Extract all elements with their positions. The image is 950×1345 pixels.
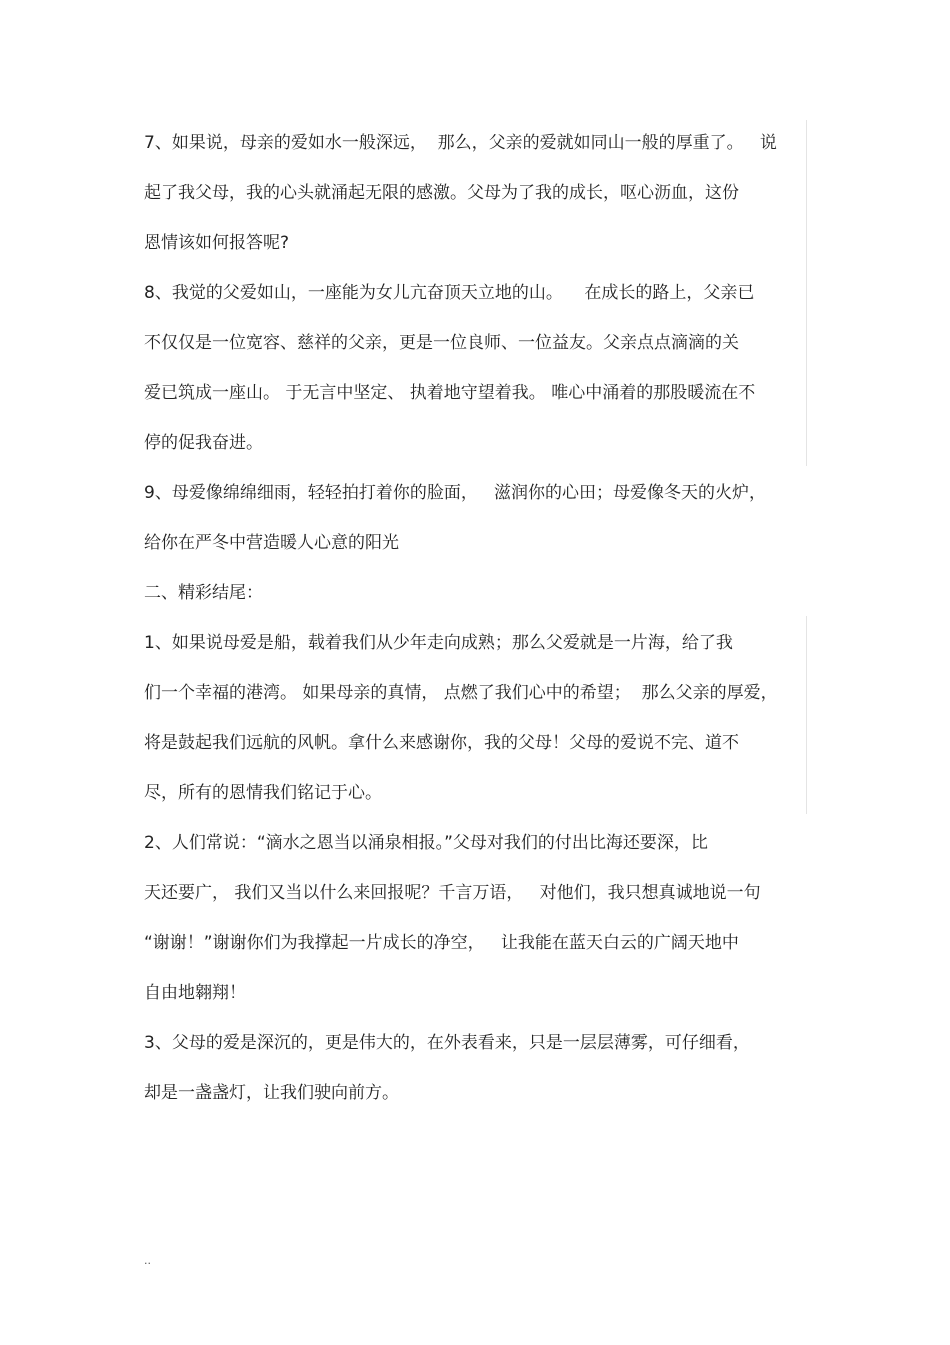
paragraph-9-line-2: 给你在严冬中营造暖人心意的阳光 — [144, 533, 399, 553]
paragraph-8-line-2: 不仅仅是一位宽容、慈祥的父亲，更是一位良师、一位益友。父亲点点滴滴的关 — [144, 333, 739, 353]
ending-3-line-1: 3、父母的爱是深沉的，更是伟大的，在外表看来，只是一层层薄雾，可仔细看， — [144, 1033, 750, 1053]
ending-1-line-4: 尽，所有的恩情我们铭记于心。 — [144, 783, 382, 803]
ending-2-line-2: 天还要广， 我们又当以什么来回报呢？千言万语， 对他们，我只想真诚地说一句 — [144, 883, 761, 903]
ending-1-line-2: 们一个幸福的港湾。 如果母亲的真情， 点燃了我们心中的希望； 那么父亲的厚爱， — [144, 683, 778, 703]
paragraph-7-line-2: 起了我父母，我的心头就涌起无限的感激。父母为了我的成长，呕心沥血，这份 — [144, 183, 739, 203]
ending-2-line-4: 自由地翱翔！ — [144, 983, 246, 1003]
ending-3-line-2: 却是一盏盏灯，让我们驶向前方。 — [144, 1083, 399, 1103]
paragraph-7-line-1: 7、如果说，母亲的爱如水一般深远， 那么，父亲的爱就如同山一般的厚重了。 说 — [144, 133, 777, 153]
paragraph-9-line-1: 9、母爱像绵绵细雨，轻轻拍打着你的脸面， 滋润你的心田；母爱像冬天的火炉， — [144, 483, 767, 503]
ending-2-line-1: 2、人们常说：“滴水之恩当以涌泉相报。”父母对我们的付出比海还要深，比 — [144, 833, 708, 853]
margin-rule-2 — [806, 616, 807, 814]
paragraph-8-line-4: 停的促我奋进。 — [144, 433, 263, 453]
section-heading-ending: 二、精彩结尾： — [144, 583, 263, 603]
paragraph-8-line-3: 爱已筑成一座山。 于无言中坚定、 执着地守望着我。 唯心中涌着的那股暖流在不 — [144, 383, 756, 403]
paragraph-8-line-1: 8、我觉的父爱如山，一座能为女儿亢奋顶天立地的山。 在成长的路上，父亲已 — [144, 283, 755, 303]
margin-rule-1 — [806, 120, 807, 466]
ending-2-line-3: “谢谢！”谢谢你们为我撑起一片成长的净空， 让我能在蓝天白云的广阔天地中 — [144, 933, 739, 953]
paragraph-7-line-3: 恩情该如何报答呢? — [144, 233, 290, 253]
ending-1-line-1: 1、如果说母爱是船，载着我们从少年走向成熟；那么父爱就是一片海，给了我 — [144, 633, 733, 653]
ending-1-line-3: 将是鼓起我们远航的风帆。拿什么来感谢你，我的父母！父母的爱说不完、道不 — [144, 733, 739, 753]
footer-mark: .. — [144, 1254, 151, 1267]
